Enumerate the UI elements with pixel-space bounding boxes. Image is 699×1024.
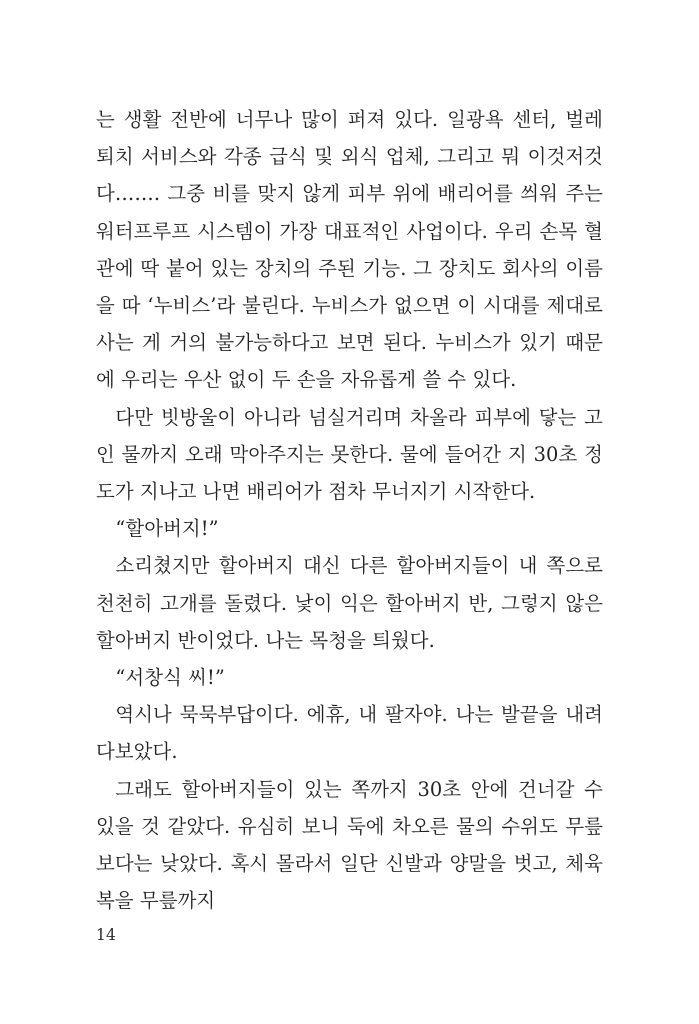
paragraph-body: 그래도 할아버지들이 있는 쪽까지 30초 안에 건너갈 수 있을 것 같았다. 유심히 보니 둑에 차오른 물의 수위도 무릎보다는 낮았다. 혹시 몰라서 일단 신발과 양말을 벗고, 체육복을 무릎까지 [96,777,603,913]
paragraph-continuation: 는 생활 전반에 너무나 많이 퍼져 있다. 일광욕 센터, 벌레 퇴치 서비스와 각종 급식 및 외식 업체, 그리고 뭐 이것저것 다……. 그중 비를 맞지 않게 피부 위에 배리어를 씌워 주는 워터프루프 시스템이 가장 대표적인 사업이다. 우리 손목 혈관에 딱 붙어 있는 장치의 주된 기능. 그 장치도 회사의 이름을 따 ‘누비스’라 불린다. 누비스가 없으면 이 시대를 제대로 사는 게 거의 불가능하다고 보면 된다. 누비스가 있기 때문에 우리는 우산 없이 두 손을 자유롭게 쓸 수 있다. [96,108,603,392]
paragraph-body: 소리쳤지만 할아버지 대신 다른 할아버지들이 내 쪽으로 천천히 고개를 돌렸다. 낯이 익은 할아버지 반, 그렇지 않은 할아버지 반이었다. 나는 목청을 틔웠다. [96,554,603,652]
page-text-block [96,101,603,919]
page-number: 14 [96,926,117,944]
paragraph-dialogue: “할아버지!” [115,517,219,541]
paragraph-body: 역시나 묵묵부답이다. 에휴, 내 팔자야. 나는 발끝을 내려다보았다. [96,703,603,764]
paragraph-dialogue: “서창식 씨!” [115,666,225,690]
paragraph-body: 다만 빗방울이 아니라 넘실거리며 차올라 피부에 닿는 고인 물까지 오래 막아주지는 못한다. 물에 들어간 지 30초 정도가 지나고 나면 배리어가 점차 무너지기 시작한다. [96,405,603,504]
